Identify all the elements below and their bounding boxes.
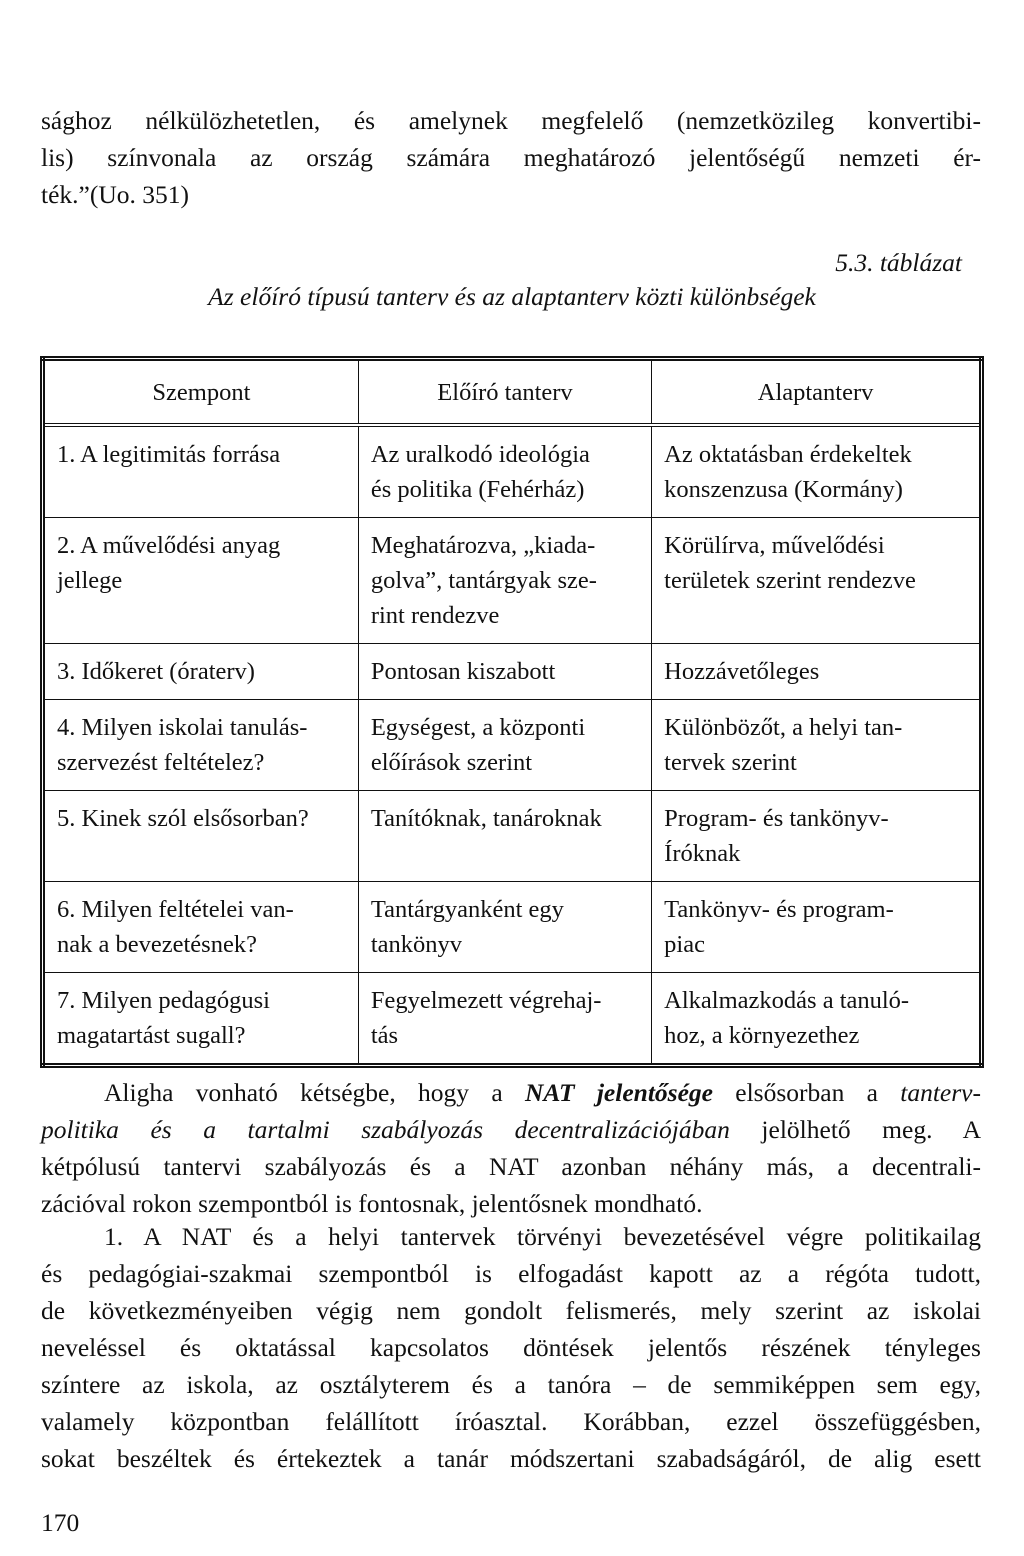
row-2-core: Körülírva, művelődési területek szerint rendezve — [652, 518, 982, 644]
table-label: 5.3. táblázat — [835, 248, 962, 277]
body-p1-line-3: kétpólusú tantervi szabályozás és a NAT azonban néhány más, a decentrali- — [41, 1152, 981, 1181]
row-4-core: Különbözőt, a helyi tan- tervek szerint — [652, 700, 982, 791]
body-p2-line-7: sokat beszéltek és értekeztek a tanár módszertani szabadságáról, de alig esett — [41, 1444, 981, 1473]
body-p2-line-6: valamely központban felállított íróasztal. Korábban, ezzel összefüggésben, — [41, 1407, 981, 1436]
row-5-prescriptive: Tanítóknak, tanároknak — [358, 791, 651, 882]
nat-significance-emphasis: NAT jelentősége — [524, 1078, 713, 1107]
row-7-core: Alkalmazkodás a tanuló- hoz, a környezethez — [664, 987, 910, 1049]
list-number: 1. — [104, 1222, 124, 1251]
intro-paragraph — [41, 102, 981, 213]
body-p2-line-5: színtere az iskola, az osztályterem és a tanóra – de semmiképpen sem egy, — [41, 1370, 981, 1399]
table-row — [43, 973, 982, 1066]
page-number: 170 — [41, 1508, 80, 1537]
row-6-aspect: 6. Milyen feltételei van- nak a bevezetésnek? — [43, 882, 359, 973]
table-row — [43, 644, 982, 700]
table-row — [43, 882, 982, 973]
body-p1-line-4: zációval rokon szempontból is fontosnak, jelentősnek mondható. — [41, 1189, 703, 1218]
row-6-core: Tankönyv- és program- piac — [652, 882, 982, 973]
table-row — [43, 518, 982, 644]
body-paragraph-2 — [41, 1218, 981, 1477]
intro-line-2: lis) színvonala az ország számára meghatározó jelentőségű nemzeti ér- — [41, 143, 981, 172]
comparison-table — [40, 356, 984, 1068]
row-2-aspect: 2. A művelődési anyag jellege — [43, 518, 359, 644]
table-header-row — [43, 359, 982, 426]
row-3-aspect: 3. Időkeret (óraterv) — [43, 644, 359, 700]
header-alaptanterv: Alaptanterv — [652, 359, 982, 426]
row-7-aspect: 7. Milyen pedagógusi magatartást sugall? — [43, 973, 359, 1066]
row-1-aspect: 1. A legitimitás forrása — [43, 425, 359, 518]
row-4-prescriptive: Egységest, a központi előírások szerint — [358, 700, 651, 791]
body-p2-line-3: de következményeiben végig nem gondolt felismerés, mely szerint az iskolai — [41, 1296, 981, 1325]
row-5-core: Program- és tankönyv- Íróknak — [652, 791, 982, 882]
row-4-aspect: 4. Milyen iskolai tanulás- szervezést feltételez? — [43, 700, 359, 791]
table-row — [43, 425, 982, 518]
decentralization-emphasis: politika és a tartalmi szabályozás decentralizációjában — [41, 1115, 730, 1144]
table-row — [43, 791, 982, 882]
row-5-aspect: 5. Kinek szól elsősorban? — [43, 791, 359, 882]
table-row — [43, 700, 982, 791]
body-p1-line-1: Aligha vonható kétségbe, hogy a NAT jelentősége elsősorban a tanterv- — [104, 1078, 981, 1107]
intro-line-3: ték.”(Uo. 351) — [41, 180, 189, 209]
row-1-prescriptive: Az uralkodó ideológia és politika (Fehérház) — [358, 425, 651, 518]
row-6-prescriptive: Tantárgyanként egy tankönyv — [358, 882, 651, 973]
body-p2-line-4: neveléssel és oktatással kapcsolatos döntések jelentős részének tényleges — [41, 1333, 981, 1362]
row-2-prescriptive: Meghatározva, „kiada- golva”, tantárgyak sze- rint rendezve — [358, 518, 651, 644]
body-p2-line-1: 1. A NAT és a helyi tantervek törvényi bevezetésével végre politikailag — [104, 1222, 981, 1251]
row-3-prescriptive: Pontosan kiszabott — [358, 644, 651, 700]
body-p2-line-2: és pedagógiai-szakmai szempontból is elfogadást kapott az a régóta tudott, — [41, 1259, 981, 1288]
row-1-core: Az oktatásban érdekeltek konszenzusa (Kormány) — [652, 425, 982, 518]
row-7-prescriptive: Fegyelmezett végrehaj- tás — [358, 973, 651, 1066]
intro-line-1: sághoz nélkülözhetetlen, és amelynek megfelelő (nemzetközileg konvertibi- — [41, 106, 981, 135]
row-3-core: Hozzávetőleges — [652, 644, 982, 700]
table-title: Az előíró típusú tanterv és az alaptanterv közti különbségek — [208, 282, 816, 311]
header-szempont: Szempont — [43, 359, 359, 426]
body-paragraph-1 — [41, 1074, 981, 1222]
header-eloiro-tanterv: Előíró tanterv — [358, 359, 651, 426]
body-p1-line-2: politika és a tartalmi szabályozás decentralizációjában jelölhető meg. A — [41, 1115, 982, 1144]
